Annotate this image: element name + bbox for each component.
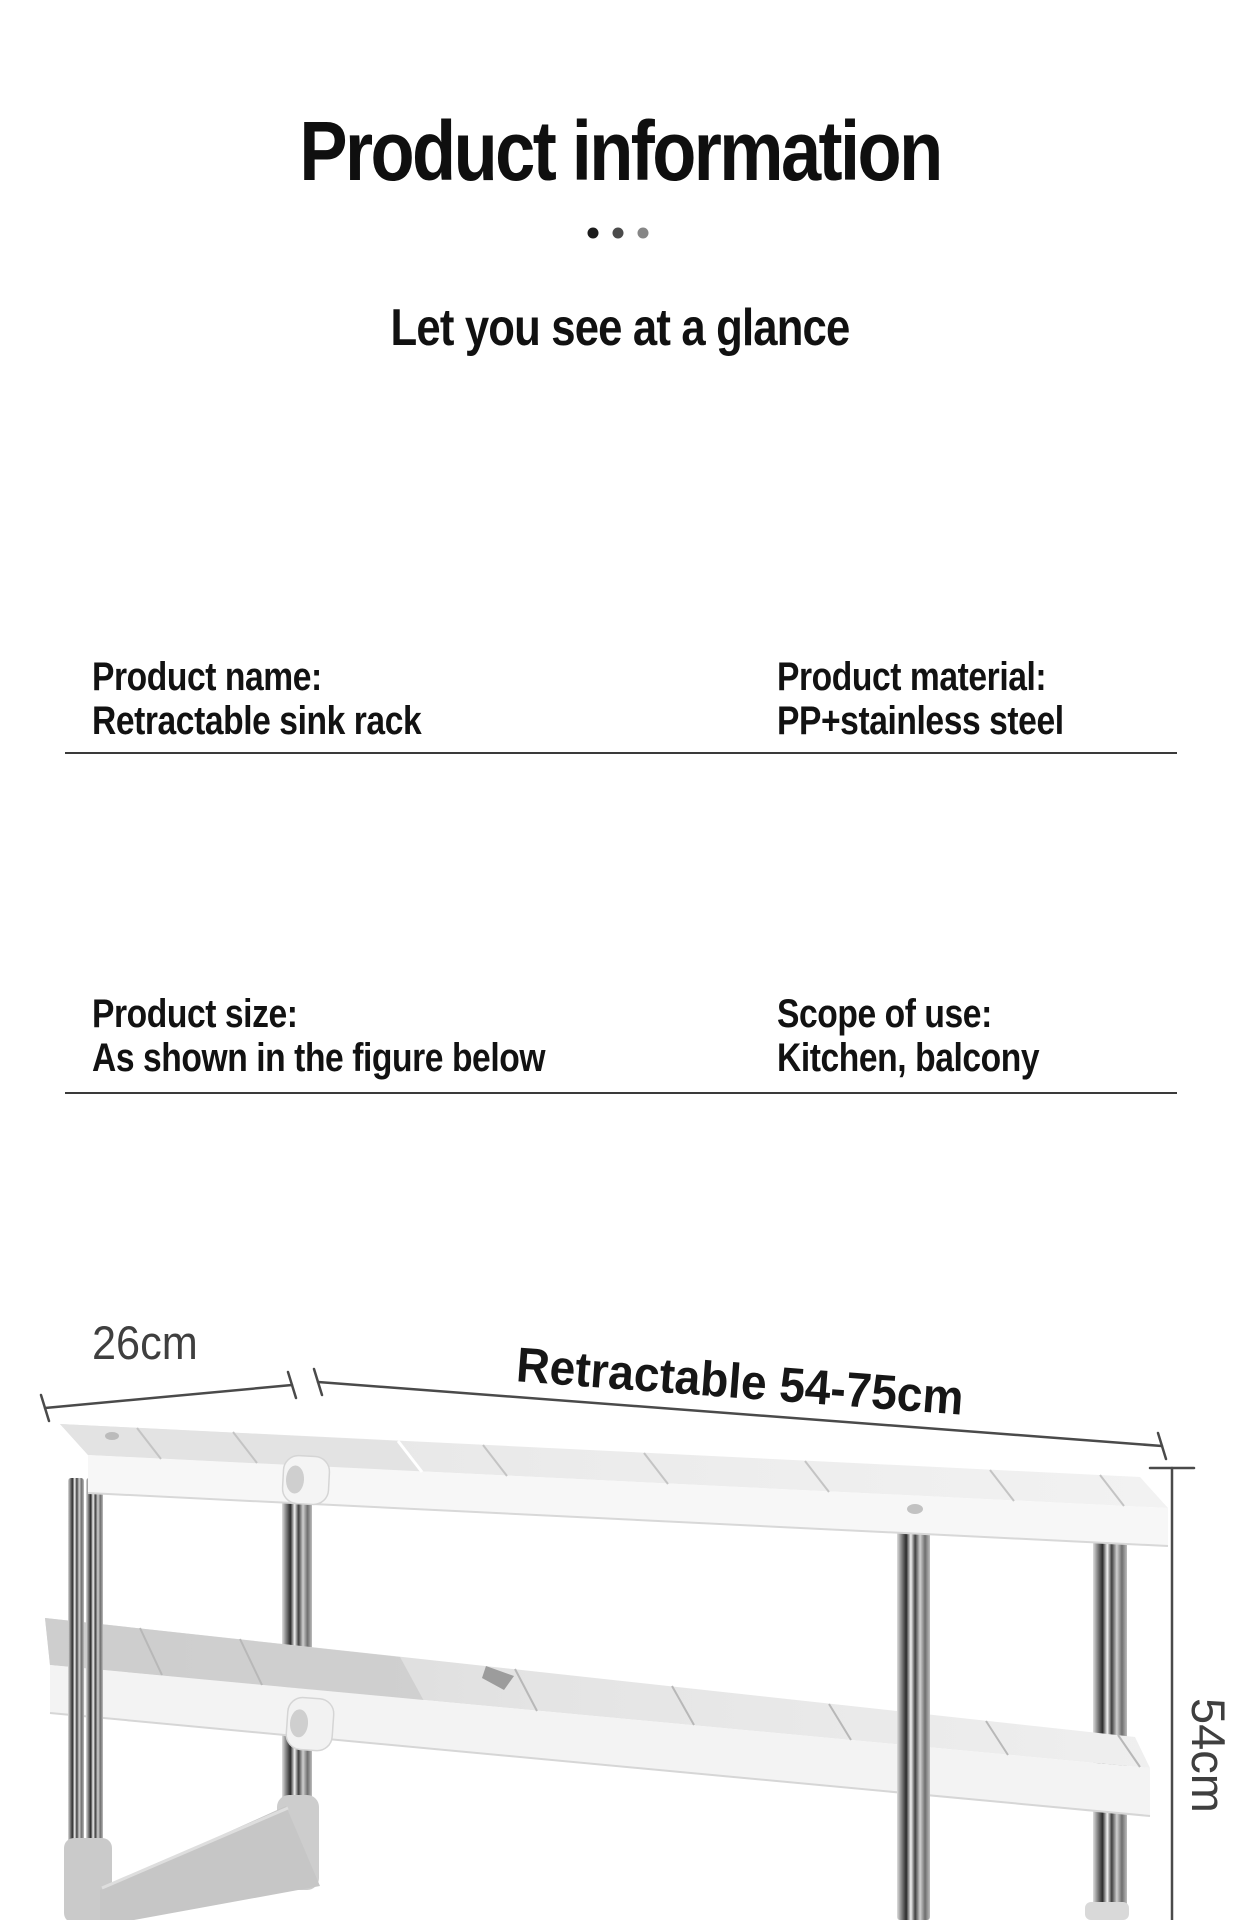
sink-rack-illustration: [0, 1130, 1240, 1920]
dimension-label-width-left: 26cm: [92, 1316, 198, 1369]
spec-divider-line: [65, 1092, 1177, 1094]
chrome-pole: [1093, 1510, 1127, 1910]
spec-label: Scope of use:: [777, 992, 992, 1036]
spec-value: Kitchen, balcony: [777, 1036, 1040, 1080]
screw-hole: [105, 1432, 119, 1440]
dot-icon: [588, 228, 599, 239]
spec-scope-of-use: [777, 992, 1240, 1080]
chrome-pole: [86, 1478, 103, 1846]
spec-value: PP+stainless steel: [777, 699, 1064, 743]
title-divider-dots: [585, 222, 660, 244]
dim-line-26cm: [45, 1385, 292, 1408]
dot-icon: [638, 228, 649, 239]
top-shelf: [60, 1424, 1168, 1546]
chrome-pole: [897, 1520, 930, 1920]
pole-foot-cap: [1085, 1902, 1129, 1920]
spec-product-material: [777, 655, 1240, 743]
spec-product-size: [92, 992, 562, 1080]
bottom-shelf: [45, 1618, 1150, 1816]
spec-product-name: [92, 655, 562, 743]
spec-value: Retractable sink rack: [92, 699, 422, 743]
retractable-arm-bar: [100, 1806, 320, 1920]
spec-value: As shown in the figure below: [92, 1036, 546, 1080]
chrome-pole: [68, 1478, 84, 1846]
spec-divider-line: [65, 752, 1177, 754]
page-subtitle: Let you see at a glance: [390, 299, 850, 357]
page-title: Product information: [299, 104, 941, 198]
dimension-label-height: 54cm: [1182, 1698, 1235, 1813]
dot-icon: [613, 228, 624, 239]
dimension-label-width-right: Retractable 54-75cm: [514, 1338, 966, 1426]
spec-label: Product name:: [92, 655, 322, 699]
screw-hole: [907, 1504, 923, 1514]
spec-label: Product size:: [92, 992, 298, 1036]
spec-label: Product material:: [777, 655, 1047, 699]
